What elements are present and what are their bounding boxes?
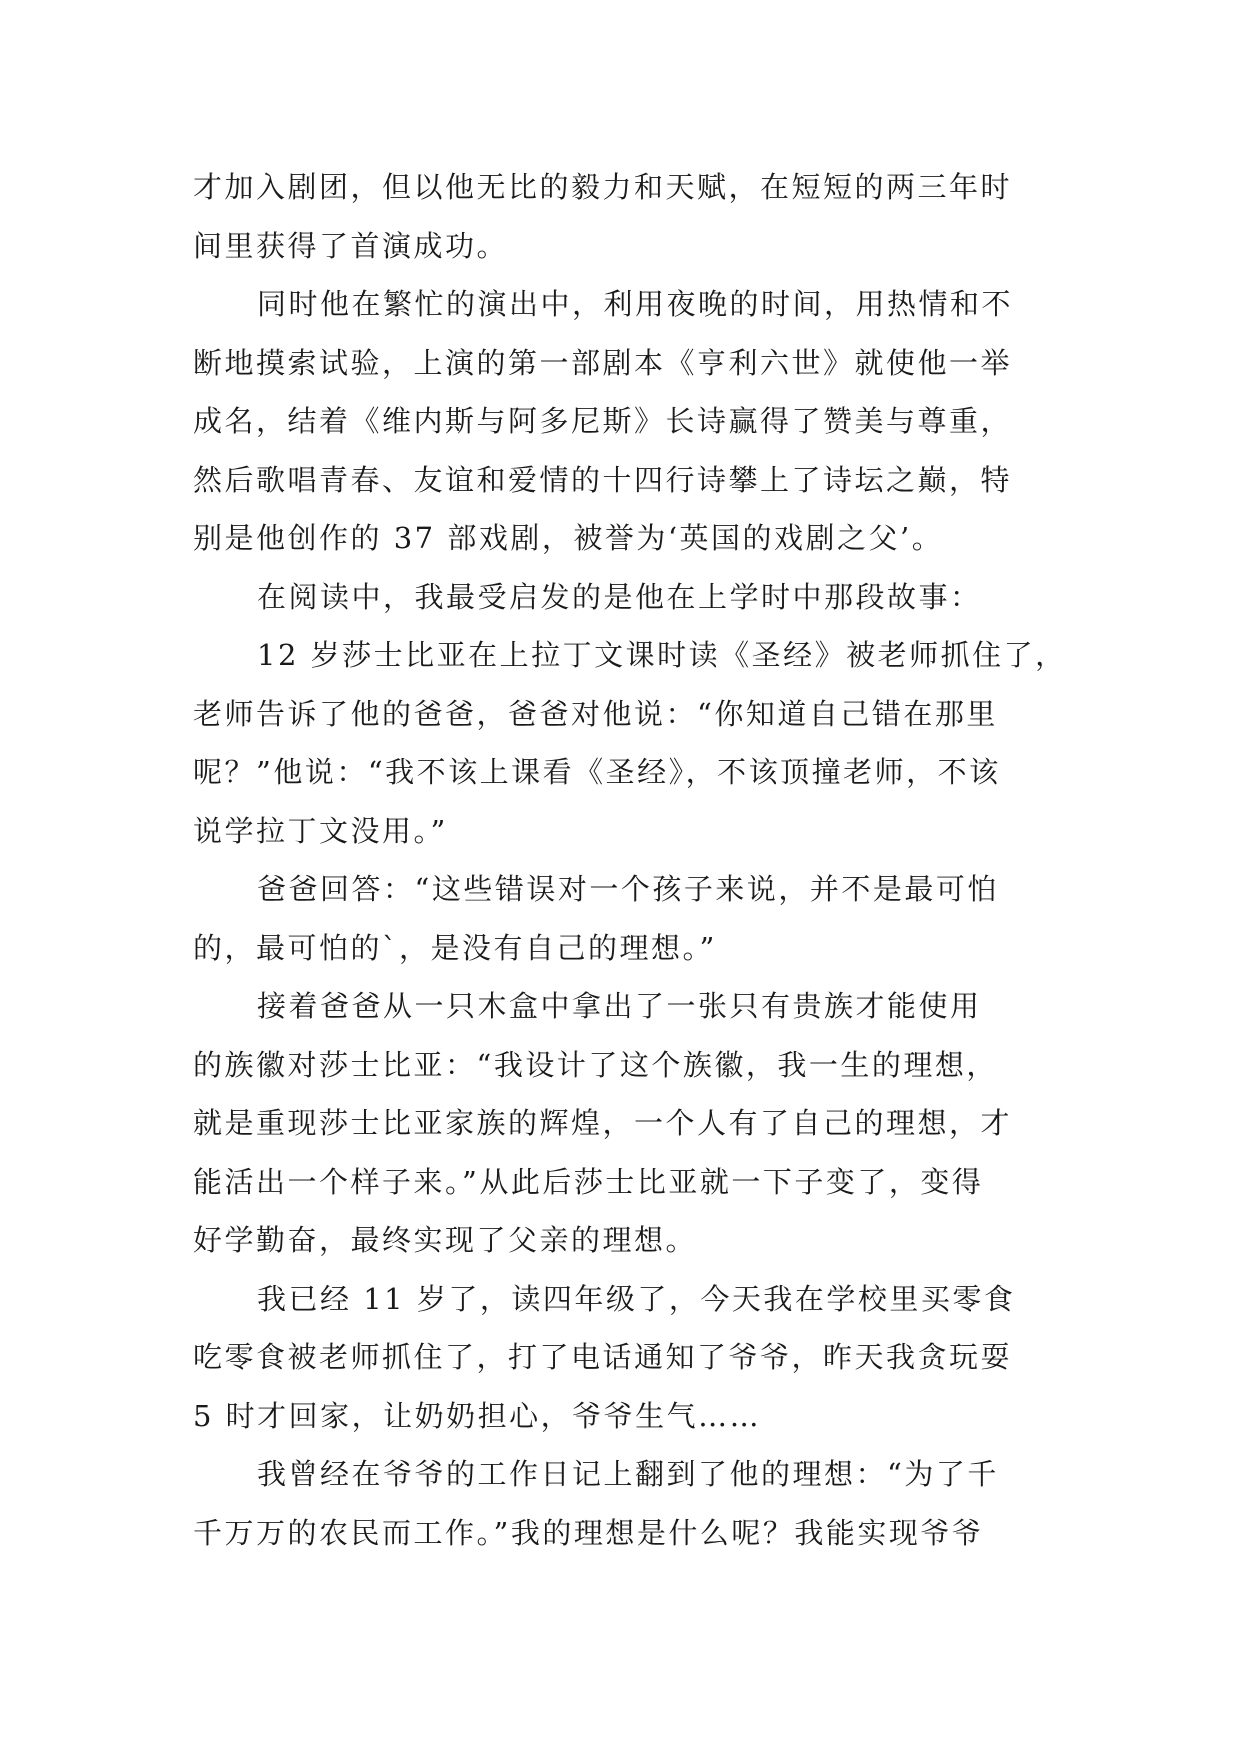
text-line: 老师告诉了他的爸爸，爸爸对他说：“你知道自己错在那里 xyxy=(193,696,998,731)
text-line: 千万万的农民而工作。”我的理想是什么呢？我能实现爷爷 xyxy=(193,1515,984,1550)
document-body xyxy=(193,158,1067,1562)
text-line: 同时他在繁忙的演出中，利用夜晚的时间，用热情和不 xyxy=(257,287,1014,321)
text-line: 的，最可怕的`，是没有自己的理想。” xyxy=(193,930,717,965)
text-line: 断地摸索试验，上演的第一部剧本《亨利六世》就使他一举 xyxy=(193,345,1013,380)
text-line: 别是他创作的 37 部戏剧，被誉为‘英国的戏剧之父’。 xyxy=(193,521,944,555)
text-line: 好学勤奋，最终实现了父亲的理想。 xyxy=(193,1223,698,1257)
text-line: 5 时才回家，让奶奶担心，爷爷生气…… xyxy=(193,1398,762,1433)
text-line: 我已经 11 岁了，读四年级了，今天我在学校里买零食 xyxy=(257,1281,1016,1316)
text-line: 就是重现莎士比亚家族的辉煌，一个人有了自己的理想，才 xyxy=(193,1106,1013,1140)
text-line: 才加入剧团，但以他无比的毅力和天赋，在短短的两三年时 xyxy=(193,170,1013,204)
text-line: 12 岁莎士比亚在上拉丁文课时读《圣经》被老师抓住了， xyxy=(257,638,1067,672)
text-line: 呢？”他说：“我不该上课看《圣经》，不该顶撞老师，不该 xyxy=(193,755,1001,789)
text-line: 说学拉丁文没用。” xyxy=(193,813,448,848)
text-line: 能活出一个样子来。”从此后莎士比亚就一下子变了，变得 xyxy=(193,1164,984,1199)
text-line: 接着爸爸从一只木盒中拿出了一张只有贵族才能使用 xyxy=(257,989,982,1023)
text-line: 吃零食被老师抓住了，打了电话通知了爷爷，昨天我贪玩耍 xyxy=(193,1340,1013,1374)
text-line: 在阅读中，我最受启发的是他在上学时中那段故事： xyxy=(257,579,982,614)
text-line: 间里获得了首演成功。 xyxy=(193,228,509,263)
text-line: 爸爸回答：“这些错误对一个孩子来说，并不是最可怕 xyxy=(257,872,999,906)
text-line: 我曾经在爷爷的工作日记上翻到了他的理想：“为了千 xyxy=(257,1457,999,1491)
text-line: 的族徽对莎士比亚：“我设计了这个族徽，我一生的理想， xyxy=(193,1047,998,1082)
text-line: 成名，结着《维内斯与阿多尼斯》长诗赢得了赞美与尊重， xyxy=(193,404,1013,438)
text-line: 然后歌唱青春、友谊和爱情的十四行诗攀上了诗坛之巅，特 xyxy=(193,462,1013,497)
